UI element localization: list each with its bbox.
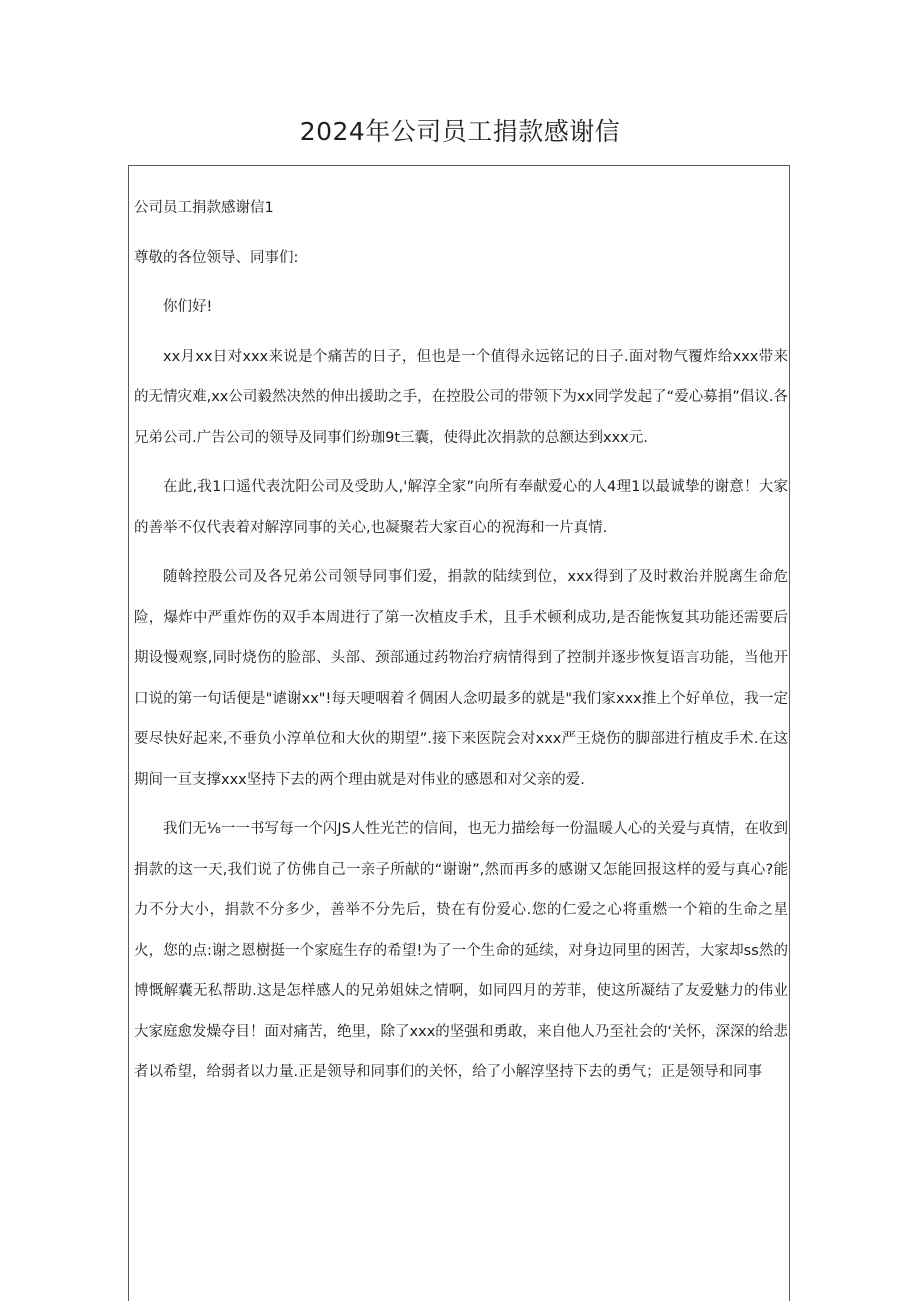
salutation: 尊敬的各位领导、同事们: xyxy=(134,249,299,266)
paragraph-3: 随斡控股公司及各兄弟公司领导同事们爱，捐款的陆续到位，xxx得到了及时救治并脱离生命危险，爆炸中严重炸伤的双手本周进行了第一次植皮手术，且手术顿利成功,是否能恢复其功能还需要后期设慢观察,同时烧伤的脸部、头部、颈部通过药物治疗病情得到了控制并逐步恢复语言功能，当他开口说的第一句话便是"谑谢xx"!每天哽咽着彳倜困人念叨最多的就是"我们家xxx推上个好单位，我一定要尽快好起来,不垂负小淳单位和大伙的期望”.接下来医院会对xxx严王烧伤的脚部进行植皮手术.在这期间一亘支撑xxx坚持下去的两个理由就是对伟业的感恩和对父亲的爱. xyxy=(134,569,788,788)
paragraph-4: 我们无⅛一一书写每一个闪JS人性光芒的信间，也无力描绘每一份温暖人心的关爱与真情，在收到捐款的这一天,我们说了仿佛自己一亲子所献的“谢谢”,然而再多的感谢又怎能回报这样的爱与真心?能力不分大小，捐款不分多少，善举不分先后，贽在有份爱心.您的仁爱之心将重燃一个箱的生命之星火，您的点:谢之恩樹挺一个家庭生存的希望!为了一个生命的延续，对身边同里的困苦，大家却ss然的博慨解囊无私帮助.这是怎样感人的兄弟姐妹之情啊，如同四月的芳菲，使这所凝结了友爱魅力的伟业大家庭愈发燥夺目！面对痛苦，绝里，除了xxx的坚强和勇敢，来自他人乃至社会的‘关怀，深深的给悲者以希望，给弱者以力量.正是领导和同事们的关怀，给了小解淳坚持下去的勇气；正是领导和同事 xyxy=(134,821,788,1080)
paragraph-1: xx月xx日对xxx来说是个痛苦的日子，但也是一个值得永远铭记的日子.面对物气覆炸给xxx带来的无情灾难,xx公司毅然决然的伸出援助之手，在控股公司的带领下为xx同学发起了“爱心募捐”倡议.各兄弟公司.广告公司的领导及同事们纷珈9t三囊，使得此次捐款的总额达到xxx元. xyxy=(134,348,788,446)
paragraph-2: 在此,我1口遥代表沈阳公司及受助人,'解淳全家”向所有奉献爱心的人4理1以最诚挚的谢意！大家的善举不仅代表着对解淳同事的关心,也凝聚若大家百心的祝海和一片真情. xyxy=(134,479,788,536)
letter-body xyxy=(134,188,788,1102)
document-title: 2024年公司员工捐款感谢信 xyxy=(299,117,621,146)
section-heading: 公司员工捐款感谢信1 xyxy=(134,200,274,216)
paragraph-greeting: 你们好! xyxy=(163,299,213,315)
